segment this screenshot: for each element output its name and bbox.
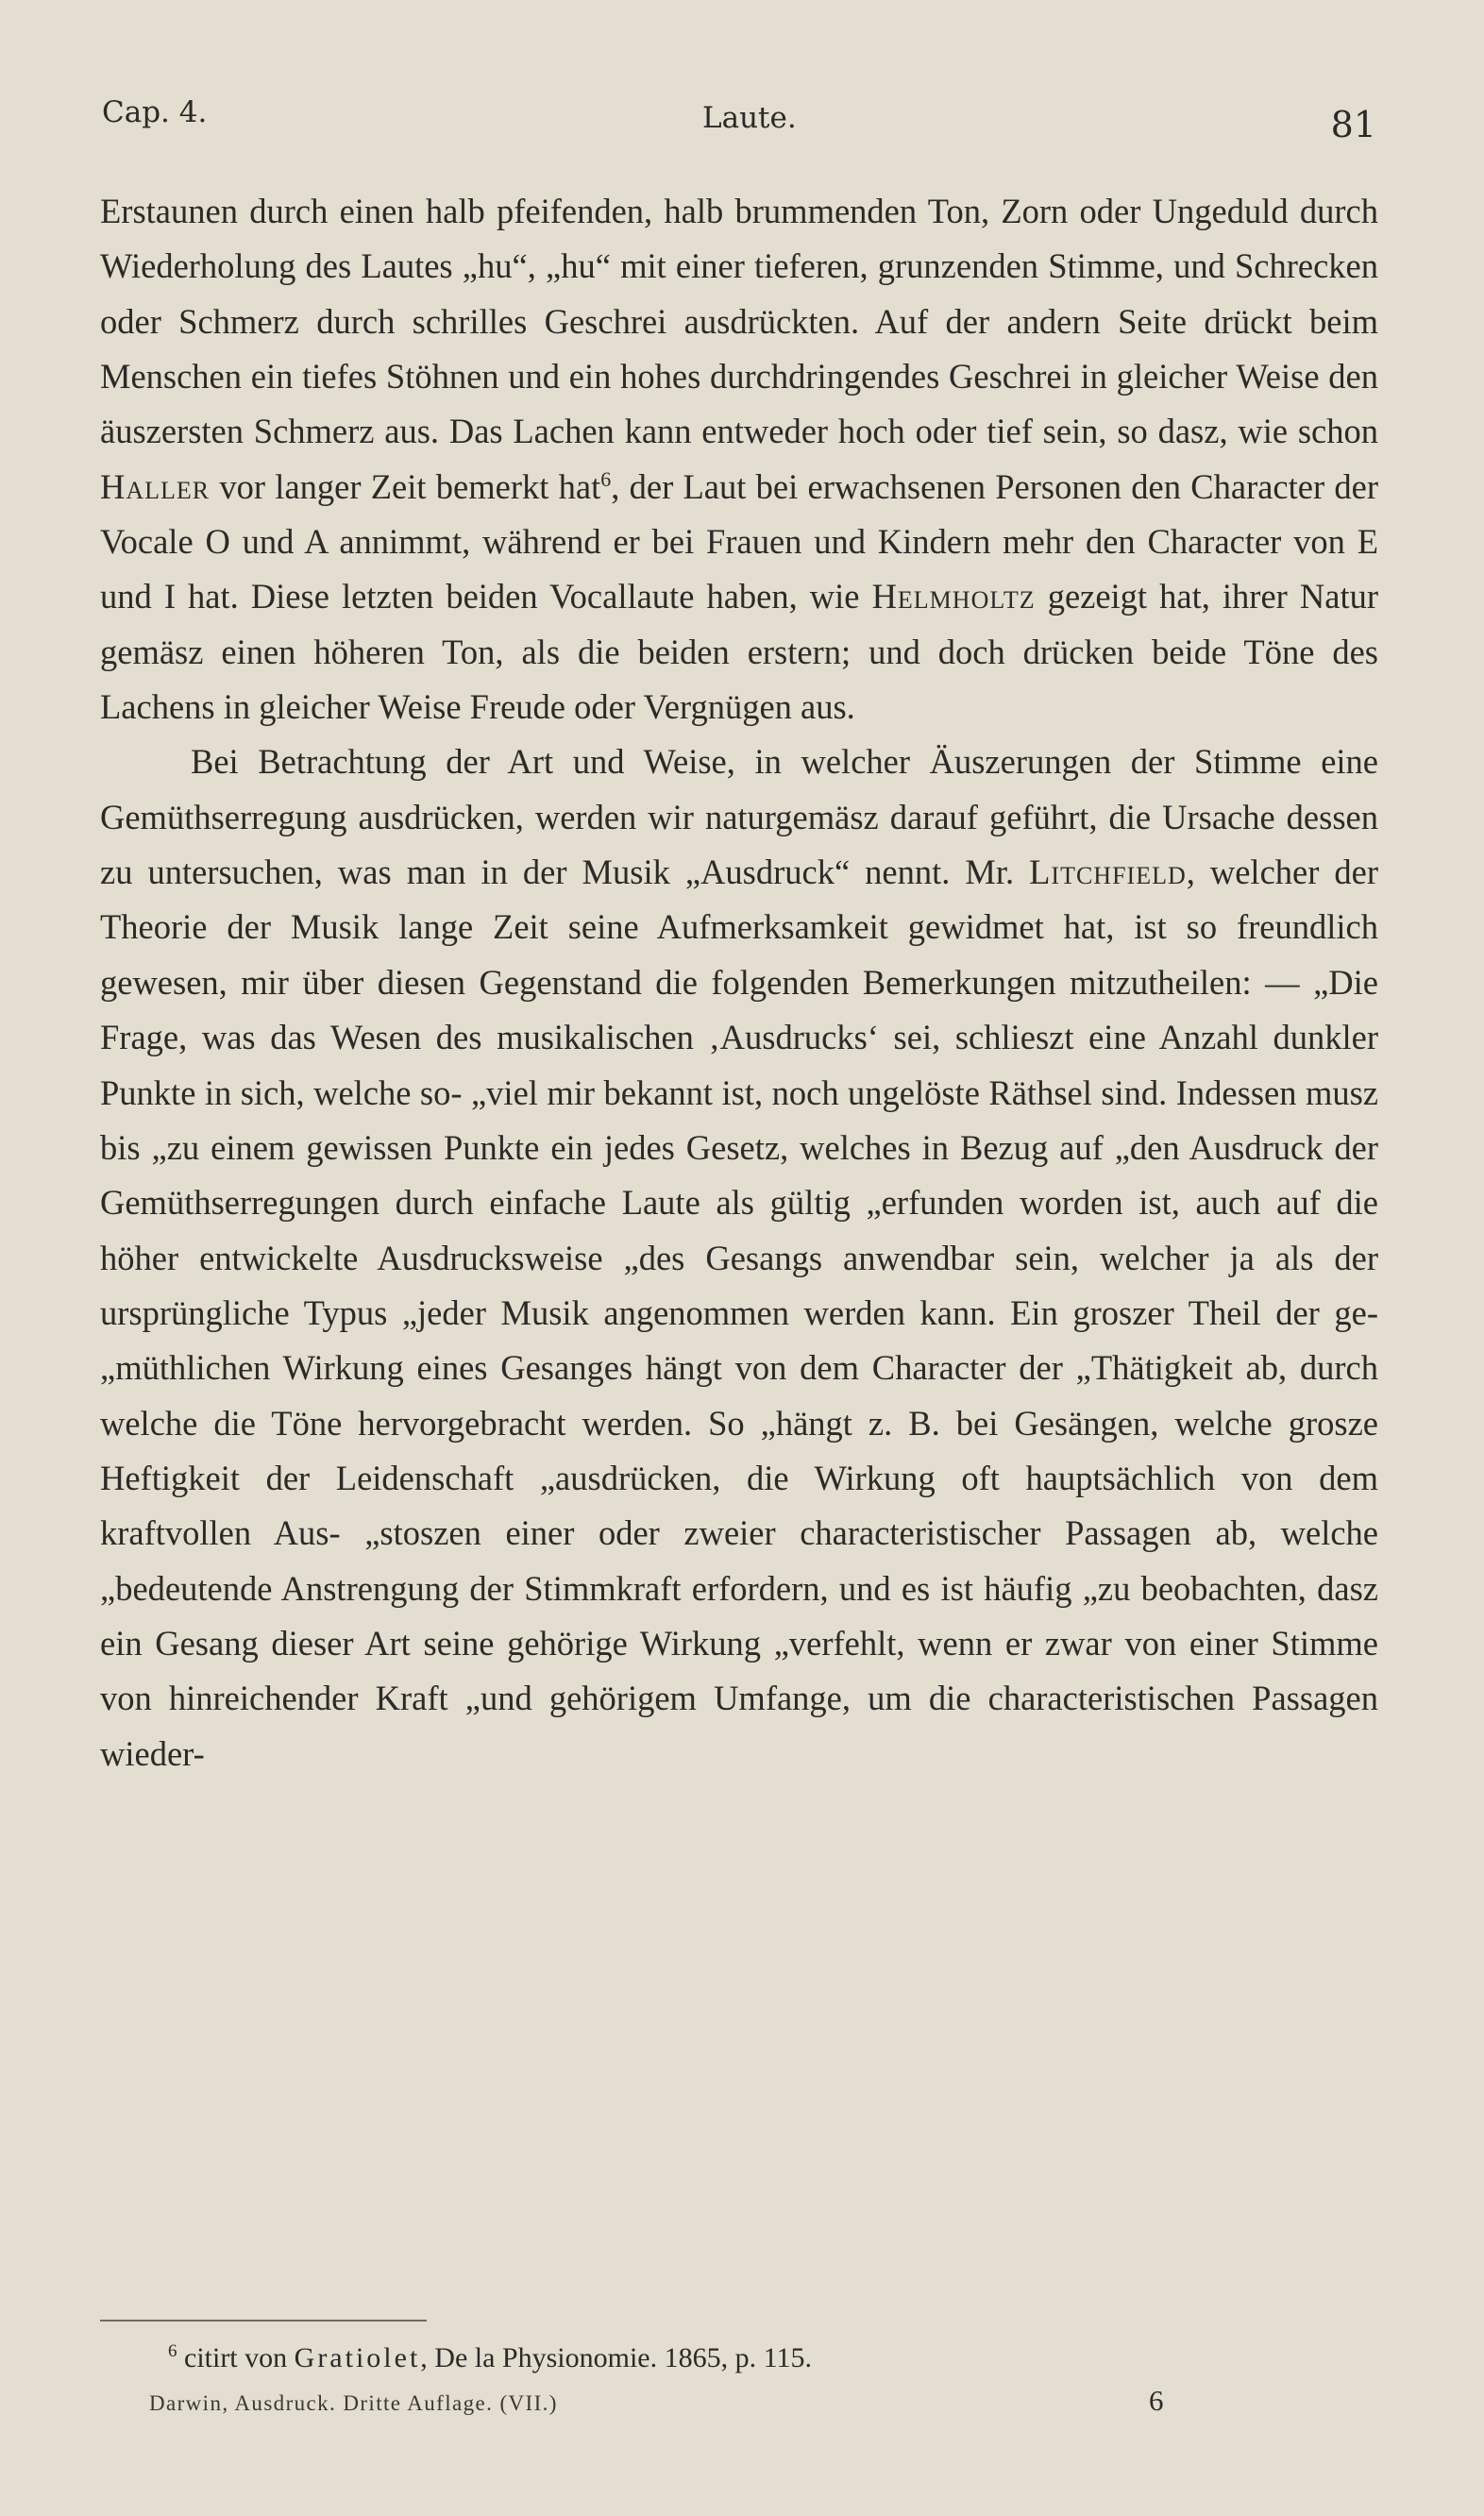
sheet-number: 6 — [1149, 2384, 1164, 2417]
page-number: 81 — [1330, 104, 1376, 145]
footnote-mark: 6 — [168, 2341, 177, 2361]
footnote-reference: 6 — [600, 466, 612, 491]
paragraph — [100, 735, 1378, 1781]
person-name-litchfield: Litchfield — [1029, 853, 1187, 892]
person-name-helmholtz: Helmholtz — [871, 577, 1036, 616]
printer-signature: Darwin, Ausdruck. Dritte Auflage. (VII.) — [149, 2391, 558, 2415]
paragraph-text: Erstaunen durch einen halb pfeifenden, halb brummenden Ton, Zorn oder Ungeduld durch Wiederholung des Lautes „hu“, „hu“ mit einer tieferen, grunzenden Stimme, und Schrecken oder Schmerz durch schrilles Geschrei ausdrückten. Auf der andern Seite drückt beim Menschen ein tiefes Stöhnen und ein hohes durchdringendes Geschrei in gleicher Weise den äuszersten Schmerz aus. Das Lachen kann entweder hoch oder tief sein, so dasz, wie schon — [100, 192, 1378, 451]
paragraph-text: gezeigt hat, ihrer Natur gemäsz einen höheren Ton, als die beiden erstern; und doch drücken beide Töne des Lachens in gleicher Weise Freude oder Vergnügen aus. — [100, 577, 1378, 727]
footnote-text: citirt von — [177, 2342, 295, 2373]
running-title: Laute. — [702, 101, 797, 135]
paragraph-text: Bei Betrachtung der Art und Weise, in welcher Äuszerungen der Stimme eine Gemüthserregung ausdrücken, werden wir naturgemäsz darauf geführt, die Ursache dessen zu untersuchen, was man in der Musik „Ausdruck“ nennt. Mr. — [100, 742, 1378, 892]
footnote-author: Gratiolet — [294, 2342, 421, 2373]
running-header — [100, 90, 1378, 160]
paragraph-text: , welcher der Theorie der Musik lange Zeit seine Aufmerksamkeit gewidmet hat, ist so freundlich gewesen, mir über diesen Gegenstand die folgenden Bemerkungen mitzutheilen: — „Die Frage, was das Wesen des musikalischen ‚Ausdrucks‘ sei, schlieszt eine Anzahl dunkler Punkte in sich, welche so- „viel mir bekannt ist, noch ungelöste Räthsel sind. Indessen musz bis „zu einem gewissen Punkte ein jedes Gesetz, welches in Bezug auf „den Ausdruck der Gemüthserregungen durch einfache Laute als gültig „erfunden worden ist, auch auf die höher entwickelte Ausdrucksweise „des Gesangs anwendbar sein, welcher ja als der ursprüngliche Typus „jeder Musik angenommen werden kann. Ein groszer Theil der ge- „müthlichen Wirkung eines Gesanges hängt von dem Character der „Thätigkeit ab, durch welche die Töne hervorgebracht werden. So „hängt z. B. bei Gesängen, welche grosze Heftigkeit der Leidenschaft „ausdrücken, die Wirkung oft hauptsächlich von dem kraftvollen Aus- „stoszen einer oder zweier characteristischer Passagen ab, welche „bedeutende Anstrengung der Stimmkraft erfordern, und es ist häufig „zu beobachten, dasz ein Gesang dieser Art seine gehörige Wirkung „verfehlt, wenn er zwar von einer Stimme von hinreichender Kraft „und gehörigem Umfange, um die characteristischen Passagen wieder- — [100, 853, 1378, 1773]
footnote-divider — [100, 2320, 427, 2322]
body-text — [100, 184, 1378, 1781]
book-page — [100, 90, 1378, 2450]
chapter-label: Cap. 4. — [102, 95, 208, 129]
paragraph — [100, 184, 1378, 735]
footnote-text: , De la Physionomie. 1865, p. 115. — [420, 2342, 812, 2373]
person-name-haller: Haller — [100, 466, 211, 506]
paragraph-text: , der Laut bei erwachsenen Personen den Character der Vocale O und A annimmt, während er bei Frauen und Kindern mehr den Character von E und I hat. Diese letzten beiden Vocallaute haben, wie — [100, 466, 1378, 616]
paragraph-text: vor langer Zeit bemerkt hat — [210, 466, 601, 506]
footnote — [168, 2342, 812, 2374]
